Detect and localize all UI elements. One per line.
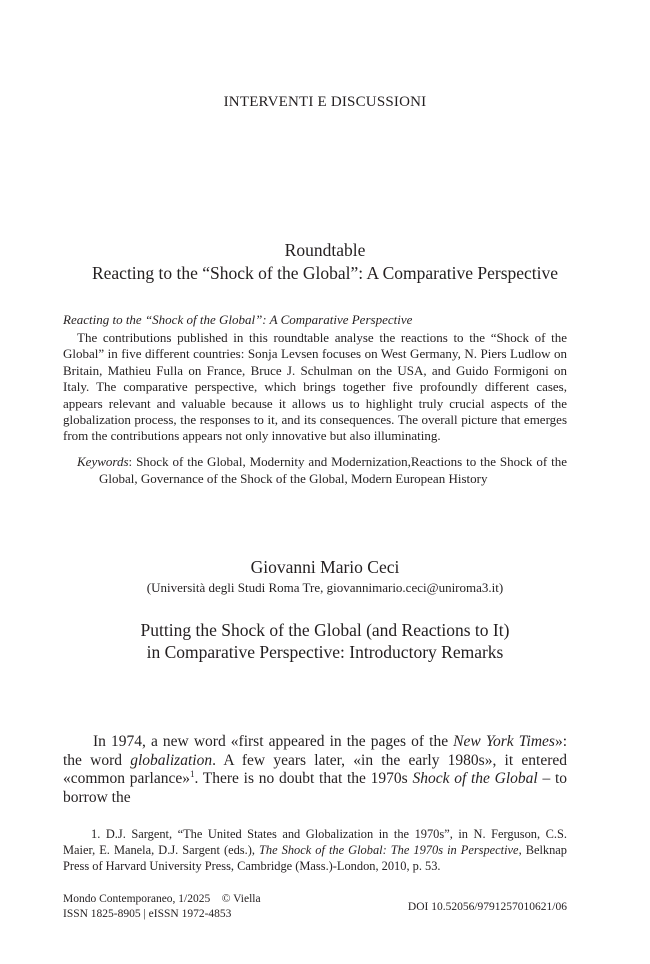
footnote	[63, 826, 567, 874]
doi[interactable]: DOI 10.52056/9791257010621/06	[407, 901, 567, 913]
footnote-reference[interactable]: 1	[189, 769, 195, 779]
author-name: Giovanni Mario Ceci	[250, 557, 400, 577]
body-text-run: – to borrow the	[63, 770, 567, 806]
keywords-list: : Shock of the Global, Modernity and Modernization,Reactions to the Shock of the Global, Governance of the Shock of the Global, Modern European History	[99, 454, 567, 486]
body-italic-run: globalization	[130, 751, 213, 769]
roundtable-label: Roundtable	[284, 240, 366, 260]
keywords-label: Keywords	[77, 454, 129, 469]
abstract-text: The contributions published in this roundtable analyse the reactions to the “Shock of the Global” in five different countries: Sonja Levsen focuses on West Germany, N. Piers Ludlow on Britain, Mathieu Fulla on France, Bruce J. Schulman on the USA, and Guido Formigoni on Italy. The comparative perspective, which brings together five profoundly different cases, appears relevant and valuable because it allows us to highlight truly crucial aspects of the globalization process, the responses to it, and its consequences. The overall picture that emerges from the contributions appears not only innovative but also illuminating.	[63, 330, 567, 444]
body-text-run: . A few years later, «in the early 1980s», it entered «common parlance»	[63, 751, 567, 787]
footnote-text-run: , Belknap Press of Harvard University Press, Cambridge (Mass.)-London, 2010, p. 53.	[63, 843, 568, 873]
article-title-line-1: Putting the Shock of the Global (and Reactions to It)	[140, 620, 510, 640]
footnote-italic-run: The Shock of the Global: The 1970s in Perspective	[259, 843, 519, 857]
running-head: INTERVENTI E DISCUSSIONI	[223, 94, 427, 110]
body-paragraph	[63, 733, 567, 807]
body-text-run: . There is no doubt that the 1970s	[194, 770, 413, 787]
abstract-title: Reacting to the “Shock of the Global”: A Comparative Perspective	[63, 312, 413, 327]
keywords	[63, 453, 567, 487]
article-title	[0, 619, 650, 663]
body-italic-run: Shock of the Global	[412, 770, 538, 787]
footnote-text-run: 1. D.J. Sargent, “The United States and Globalization in the 1970s”, in N. Ferguson, C.S. Maier, E. Manela, D.J. Sargent (eds.),	[63, 827, 567, 857]
body-text-run: In 1974, a new word «first appeared in the pages of the	[93, 733, 454, 750]
journal-info	[63, 892, 261, 922]
roundtable-title: Reacting to the “Shock of the Global”: A Comparative Perspective	[91, 263, 559, 283]
body-text-run: »: the word	[63, 733, 568, 769]
author-affiliation: (Università degli Studi Roma Tre, giovannimario.ceci@uniroma3.it)	[146, 580, 504, 595]
body-italic-run: New York Times	[453, 733, 555, 750]
article-title-line-2: in Comparative Perspective: Introductory Remarks	[146, 642, 504, 662]
journal-citation: Mondo Contemporaneo, 1/2025 © Viella	[63, 893, 261, 905]
issn: ISSN 1825-8905 | eISSN 1972-4853	[63, 908, 232, 920]
